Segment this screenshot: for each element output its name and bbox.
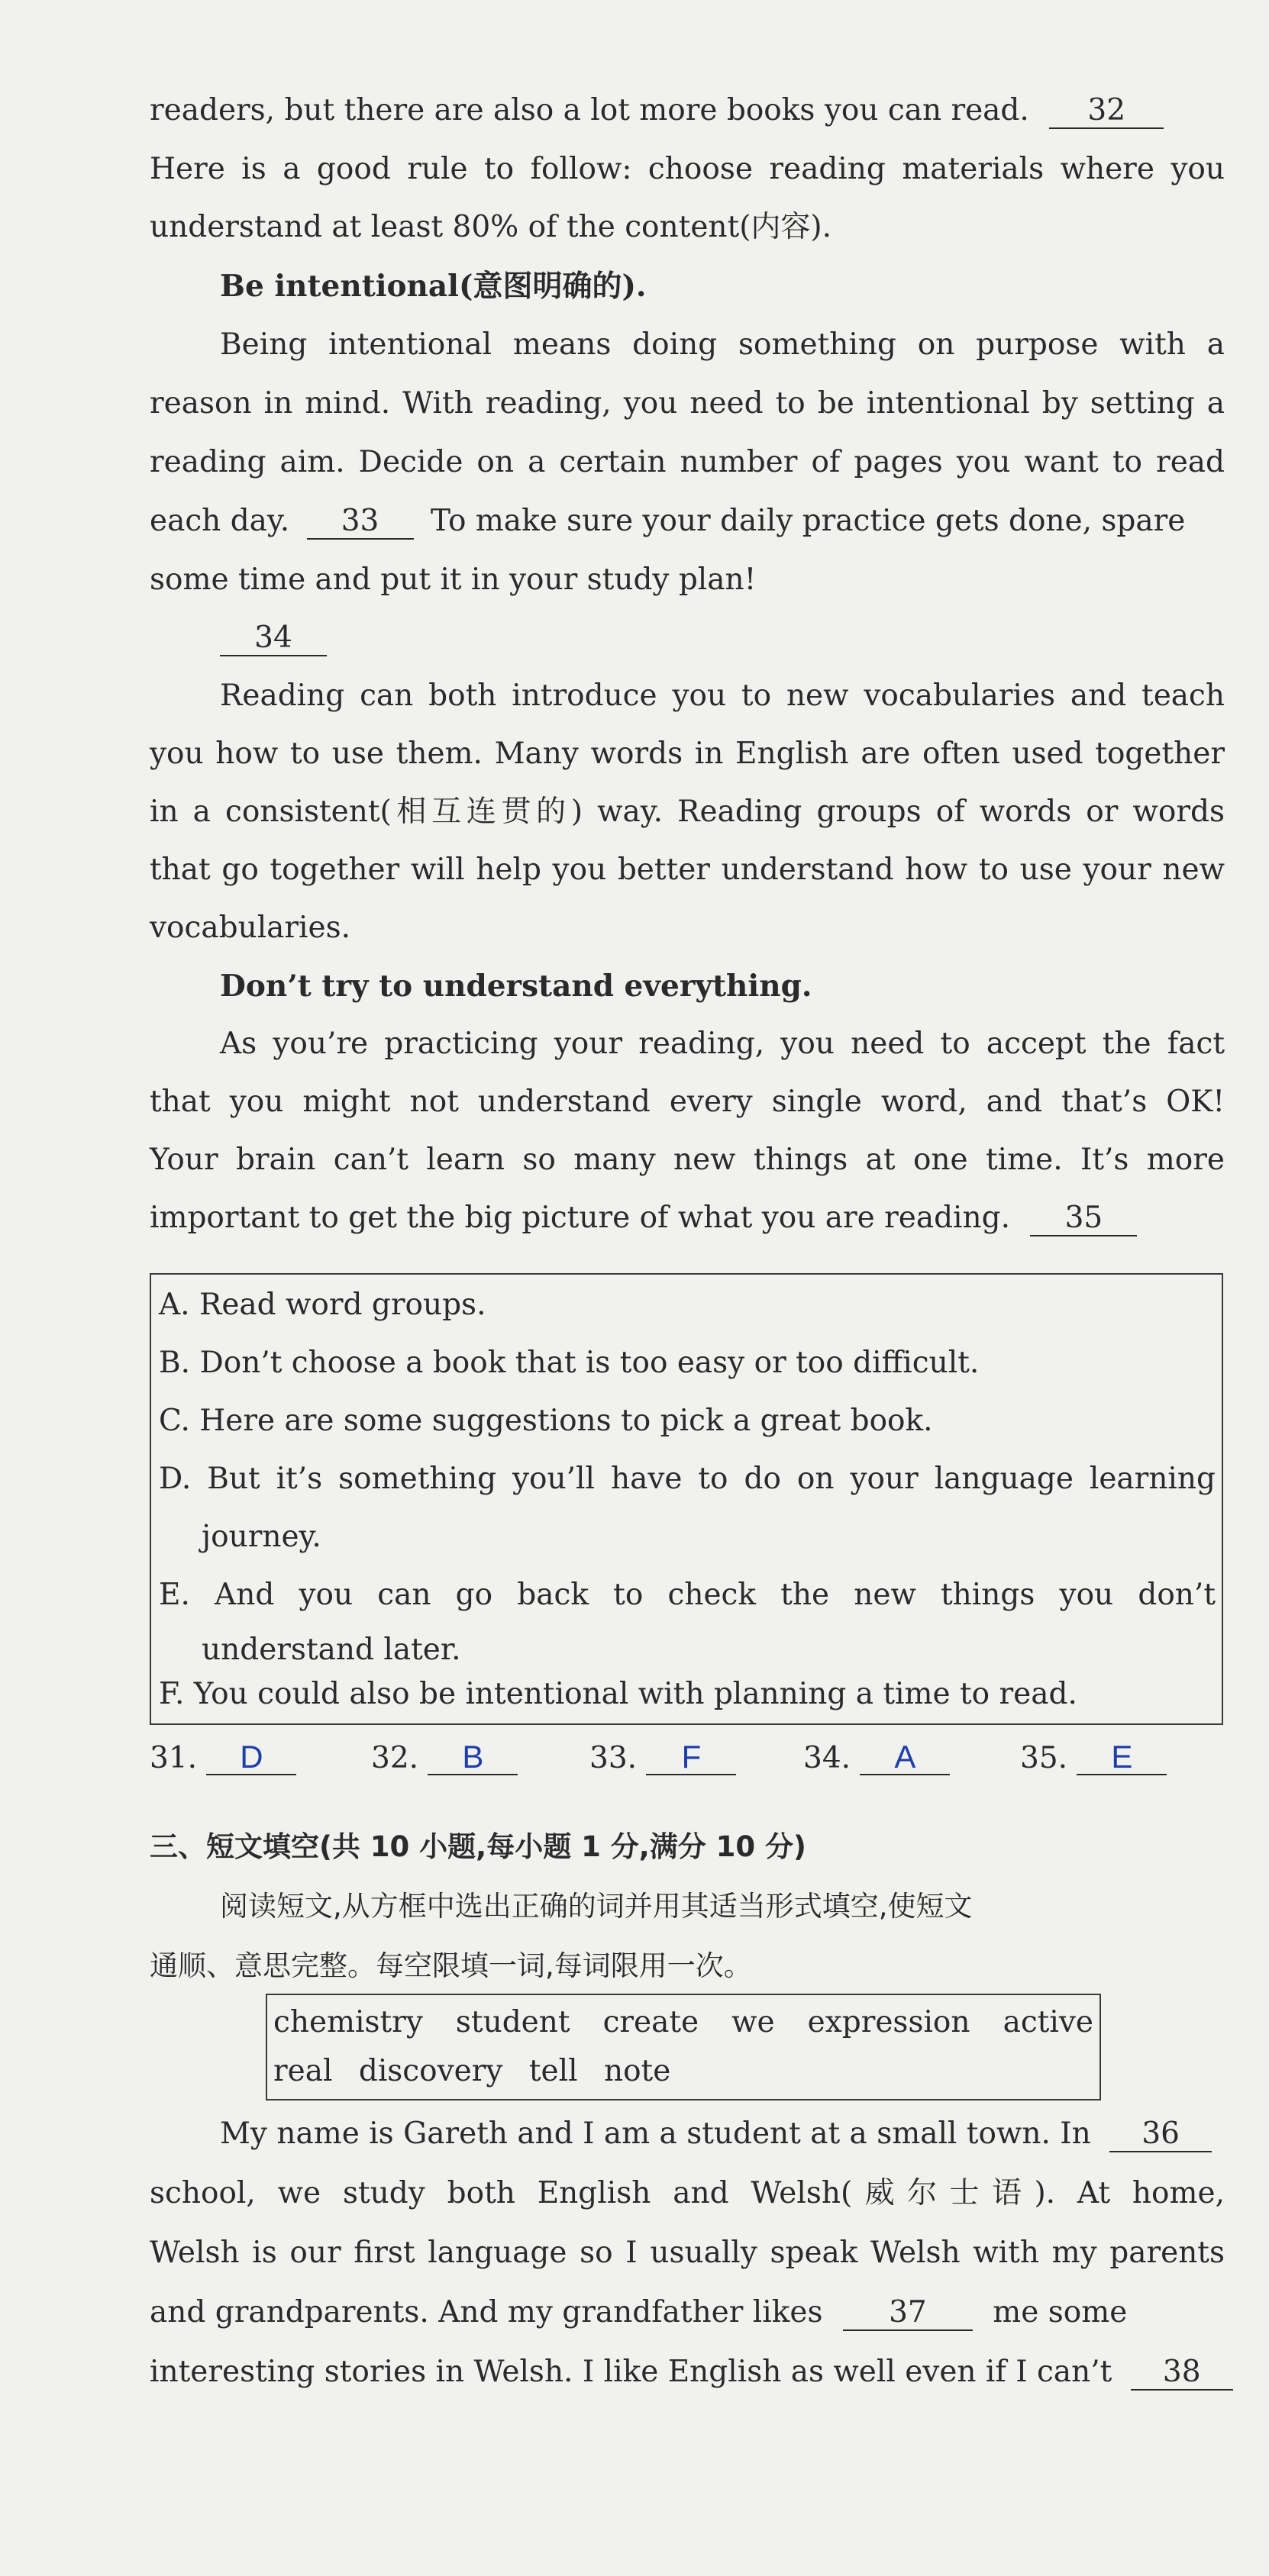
option-e-cont: understand later.	[202, 1633, 461, 1667]
heading-be-intentional: Be intentional(意图明确的).	[220, 269, 647, 304]
passage-line: and grandparents. And my grandfather likes 37 me some	[150, 2295, 1128, 2329]
passage-line: understand at least 80% of the content(内容).	[150, 210, 832, 244]
instructions-line: 阅读短文,从方框中选出正确的词并用其适当形式填空,使短文	[220, 1890, 973, 1923]
option-c: C. Here are some suggestions to pick a great book.	[159, 1404, 933, 1438]
passage-line: Welsh is our first language so I usually speak Welsh with my parents	[150, 2236, 1225, 2270]
word-item: create	[602, 2005, 699, 2039]
passage-line: reason in mind. With reading, you need to be intentional by setting a	[150, 386, 1225, 421]
passage-line: Being intentional means doing something on purpose with a	[220, 327, 1225, 362]
passage-line: that go together will help you better understand how to use your new	[150, 853, 1225, 887]
answer-33: 33. F	[589, 1740, 736, 1775]
answer-35: 35. E	[1020, 1740, 1167, 1775]
blank-38: 38	[1131, 2355, 1233, 2391]
passage-line: readers, but there are also a lot more books you can read. 32	[150, 88, 1225, 134]
option-e: E. And you can go back to check the new things you don’t	[159, 1578, 1216, 1612]
word-item: discovery	[358, 2054, 503, 2088]
word-item: chemistry	[273, 2005, 423, 2039]
answer-row	[150, 1734, 1234, 1788]
passage-line: that you might not understand every single word, and that’s OK!	[150, 1085, 1225, 1119]
passage-line: in a consistent(相互连贯的) way. Reading groups of words or words	[150, 795, 1225, 829]
word-item: real	[273, 2054, 333, 2088]
word-item: note	[603, 2054, 671, 2088]
word-bank-row-1	[273, 2000, 1093, 2046]
blank-35: 35	[1030, 1201, 1137, 1236]
answer-32: 32. B	[371, 1740, 518, 1775]
answer-34: 34. A	[803, 1740, 950, 1775]
passage-line: you how to use them. Many words in English are often used together	[150, 737, 1225, 771]
blank-37: 37	[843, 2296, 973, 2331]
passage-line: Here is a good rule to follow: choose reading materials where you	[150, 152, 1225, 186]
passage-line: some time and put it in your study plan!	[150, 563, 757, 597]
passage-line: As you’re practicing your reading, you need to accept the fact	[220, 1027, 1225, 1061]
word-item: tell	[528, 2054, 578, 2088]
blank-32: 32	[1049, 94, 1164, 129]
heading-34-line	[220, 615, 1225, 661]
passage-line: vocabularies.	[150, 911, 351, 945]
option-b: B. Don’t choose a book that is too easy or too difficult.	[159, 1346, 980, 1380]
options-box	[150, 1273, 1223, 1725]
blank-36: 36	[1109, 2117, 1212, 2152]
word-item: active	[1003, 2005, 1093, 2039]
answer-31: 31. D	[150, 1740, 296, 1775]
option-d: D. But it’s something you’ll have to do on your language learning	[159, 1462, 1216, 1496]
option-a: A. Read word groups.	[159, 1288, 486, 1322]
heading-dont-try: Don’t try to understand everything.	[220, 969, 812, 1004]
passage-line: Your brain can’t learn so many new things at one time. It’s more	[150, 1143, 1225, 1177]
option-f: F. You could also be intentional with planning a time to read.	[159, 1677, 1077, 1711]
word-bank-box	[266, 1994, 1101, 2100]
word-bank-row-2	[273, 2049, 1093, 2094]
option-d-cont: journey.	[202, 1520, 321, 1554]
word-item: expression	[807, 2005, 970, 2039]
passage-line: each day. 33 To make sure your daily practice gets done, spare	[150, 504, 1186, 538]
word-item: we	[731, 2005, 775, 2039]
passage-line: My name is Gareth and I am a student at a small town. In 36	[220, 2111, 1225, 2157]
passage-line: Reading can both introduce you to new vocabularies and teach	[220, 679, 1225, 713]
blank-33: 33	[307, 505, 414, 540]
instructions-line: 通顺、意思完整。每空限填一词,每词限用一次。	[150, 1949, 752, 1982]
passage-line: school, we study both English and Welsh(威尔士语). At home,	[150, 2176, 1225, 2210]
passage-line: interesting stories in Welsh. I like English as well even if I can’t 38	[150, 2349, 1225, 2395]
word-item: student	[455, 2005, 570, 2039]
passage-line: important to get the big picture of what you are reading. 35	[150, 1195, 1225, 1241]
section-title: 三、短文填空(共 10 小题,每小题 1 分,满分 10 分)	[150, 1830, 806, 1863]
passage-line: reading aim. Decide on a certain number of pages you want to read	[150, 445, 1225, 479]
blank-34: 34	[220, 621, 327, 656]
